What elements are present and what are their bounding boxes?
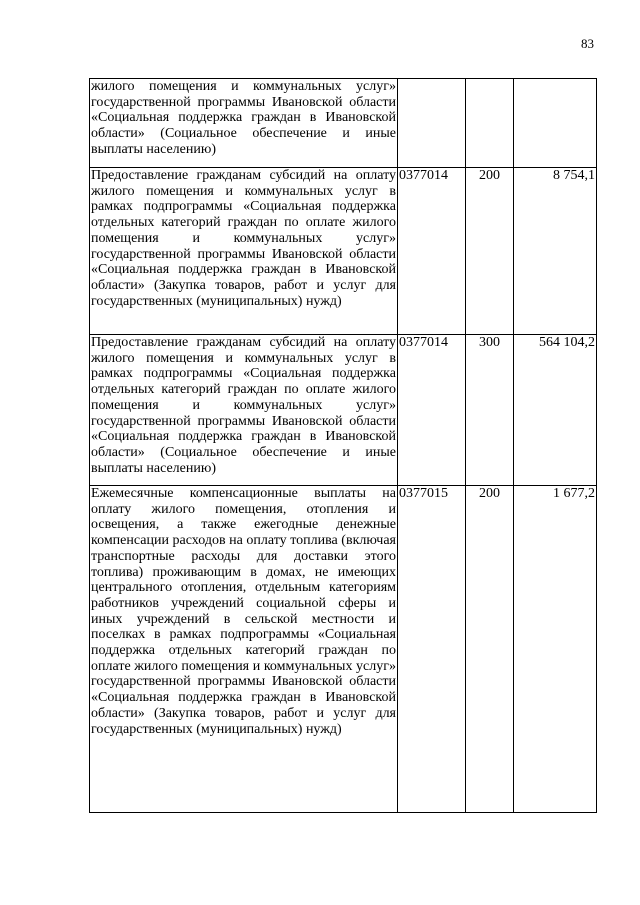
row-expense-type: 300 bbox=[466, 335, 514, 486]
row-description: Предоставление гражданам субсидий на оплату жилого помещения и коммунальных услуг в рамках подпрограммы «Социальная поддержка отдельных категорий граждан по оплате жилого помещения и коммунальных услуг» государственной программы Ивановской области «Социальная поддержка граждан в Ивановской области» (Социальное обеспечение и иные выплаты населению) bbox=[90, 335, 398, 486]
table-row bbox=[90, 79, 597, 168]
row-expense-type: 200 bbox=[466, 168, 514, 335]
page-number: 83 bbox=[581, 36, 594, 51]
table-row bbox=[90, 335, 597, 486]
row-description: Ежемесячные компенсационные выплаты на оплату жилого помещения, отопления и освещения, а также ежегодные денежные компенсации расходов на оплату топлива (включая транспортные расходы для доставки этого топлива) проживающим в домах, не имеющих центрального отопления, отдельным категориям работников учреждений социальной сферы и иных учреждений в сельской местности и поселках в рамках подпрограммы «Социальная поддержка отдельных категорий граждан по оплате жилого помещения и коммунальных услуг» государственной программы Ивановской области «Социальная поддержка граждан в Ивановской области» (Закупка товаров, работ и услуг для государственных (муниципальных) нужд) bbox=[90, 486, 398, 813]
budget-table bbox=[89, 78, 597, 813]
row-target-code: 0377015 bbox=[398, 486, 466, 813]
row-expense-type: 200 bbox=[466, 486, 514, 813]
table-row bbox=[90, 168, 597, 335]
row-expense-type bbox=[466, 79, 514, 168]
row-description: жилого помещения и коммунальных услуг» государственной программы Ивановской области «Социальная поддержка граждан в Ивановской области» (Социальное обеспечение и иные выплаты населению) bbox=[90, 79, 398, 168]
row-amount: 564 104,2 bbox=[514, 335, 597, 486]
row-amount: 8 754,1 bbox=[514, 168, 597, 335]
row-description: Предоставление гражданам субсидий на оплату жилого помещения и коммунальных услуг в рамках подпрограммы «Социальная поддержка отдельных категорий граждан по оплате жилого помещения и коммунальных услуг» государственной программы Ивановской области «Социальная поддержка граждан в Ивановской области» (Закупка товаров, работ и услуг для государственных (муниципальных) нужд) bbox=[90, 168, 398, 335]
row-target-code: 0377014 bbox=[398, 168, 466, 335]
row-target-code: 0377014 bbox=[398, 335, 466, 486]
table-row bbox=[90, 486, 597, 813]
row-amount bbox=[514, 79, 597, 168]
row-amount: 1 677,2 bbox=[514, 486, 597, 813]
row-target-code bbox=[398, 79, 466, 168]
